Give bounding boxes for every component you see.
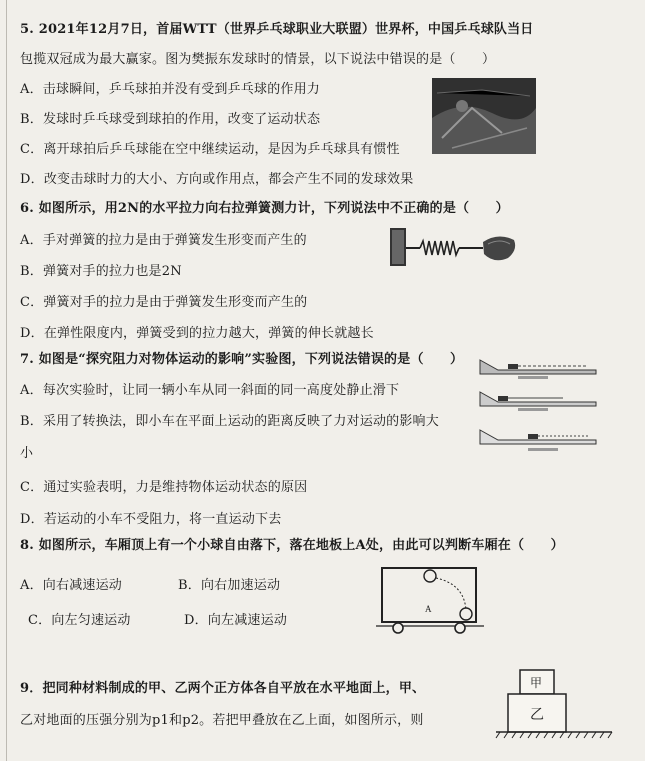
- q5-option-c: C．离开球拍后乒乓球能在空中继续运动，是因为乒乓球具有惯性: [20, 142, 400, 157]
- block-yi-label: 乙: [530, 708, 544, 723]
- q8-option-c: C．向左匀速运动: [28, 613, 131, 628]
- q6-option-b: B．弹簧对手的拉力也是2N: [20, 264, 182, 279]
- q8-carriage-figure: [376, 562, 484, 638]
- q5-option-b: B．发球时乒乓球受到球拍的作用，改变了运动状态: [20, 112, 321, 127]
- q6-option-d: D．在弹性限度内，弹簧受到的拉力越大，弹簧的伸长就越长: [20, 326, 374, 341]
- q5-photo-figure: [432, 78, 536, 154]
- q8-option-d: D．向左减速运动: [184, 613, 288, 628]
- q7-option-a: A．每次实验时，让同一辆小车从同一斜面的同一高度处静止滑下: [20, 383, 400, 398]
- q9-stem-line2: 乙对地面的压强分别为p1和p2。若把甲叠放在乙上面，如图所示，则: [20, 713, 424, 728]
- q6-option-a: A．手对弹簧的拉力是由于弹簧发生形变而产生的: [20, 233, 307, 248]
- q7-option-d: D．若运动的小车不受阻力，将一直运动下去: [20, 512, 282, 527]
- q6-spring-figure: [388, 224, 520, 270]
- q5-option-a: A．击球瞬间，乒乓球拍并没有受到乒乓球的作用力: [20, 82, 320, 97]
- q7-option-b: B．采用了转换法，即小车在平面上运动的距离反映了力对运动的影响大: [20, 414, 439, 429]
- q7-option-b-continued: 小: [20, 446, 34, 461]
- q6-stem: 6. 如图所示，用2N的水平拉力向右拉弹簧测力计，下列说法中不正确的是（ ）: [20, 201, 509, 216]
- ramp-panel-2: [480, 392, 596, 411]
- q8-point-label: A: [425, 604, 432, 614]
- q5-stem-line2: 包揽双冠成为最大赢家。图为樊振东发球时的情景，以下说法中错误的是（ ）: [20, 52, 496, 67]
- q7-option-c: C．通过实验表明，力是维持物体运动状态的原因: [20, 480, 308, 495]
- q8-option-a: A．向右减速运动: [20, 578, 122, 593]
- q7-ramp-figure: [478, 352, 602, 460]
- ramp-panel-3: [480, 430, 596, 451]
- block-jia-label: 甲: [530, 676, 543, 690]
- q9-blocks-figure: [494, 664, 614, 742]
- q7-stem: 7. 如图是“探究阻力对物体运动的影响”实验图，下列说法错误的是（ ）: [20, 352, 464, 367]
- q6-option-c: C．弹簧对手的拉力是由于弹簧发生形变而产生的: [20, 295, 308, 310]
- q5-stem-line1: 5. 2021年12月7日，首届WTT（世界乒乓球职业大联盟）世界杯，中国乒乓球队当日: [20, 22, 534, 37]
- ramp-panel-1: [480, 360, 596, 379]
- q8-option-b: B．向右加速运动: [178, 578, 281, 593]
- q8-stem: 8. 如图所示，车厢顶上有一个小球自由落下，落在地板上A处，由此可以判断车厢在（ ）: [20, 538, 564, 553]
- margin-line: [6, 0, 7, 761]
- q9-stem-line1: 9．把同种材料制成的甲、乙两个正方体各自平放在水平地面上，甲、: [20, 681, 426, 696]
- q5-option-d: D．改变击球时力的大小、方向或作用点，都会产生不同的发球效果: [20, 172, 414, 187]
